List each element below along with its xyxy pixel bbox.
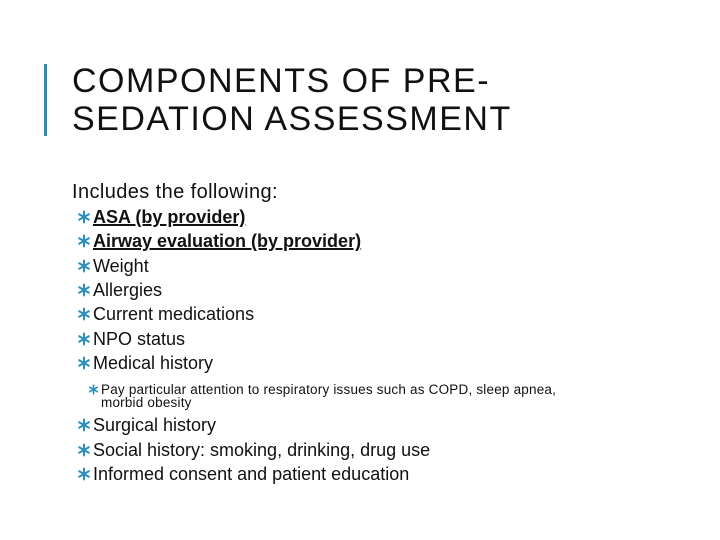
assessment-list	[77, 205, 601, 486]
asterisk-bullet-icon	[77, 234, 91, 248]
asterisk-bullet-icon	[77, 283, 91, 297]
asterisk-bullet-icon	[77, 210, 91, 224]
list-item-text: ASA (by provider)	[93, 207, 246, 228]
list-item-text: Surgical history	[93, 415, 217, 436]
asterisk-bullet-icon	[77, 332, 91, 346]
sub-item-line-2: morbid obesity	[101, 395, 192, 411]
asterisk-bullet-icon	[77, 356, 91, 370]
asterisk-bullet-icon	[77, 259, 91, 273]
title-line-1: COMPONENTS OF PRE-	[72, 62, 491, 100]
list-item-text: NPO status	[93, 328, 186, 349]
list-item-text: Social history: smoking, drinking, drug use	[93, 439, 431, 460]
list-item-medications	[77, 302, 601, 326]
list-item-allergies	[77, 278, 601, 302]
list-item-text: Informed consent and patient education	[93, 463, 410, 484]
sub-item-respiratory	[88, 383, 601, 409]
list-item-informed-consent	[77, 462, 601, 486]
asterisk-bullet-icon	[77, 467, 91, 481]
asterisk-bullet-icon	[77, 418, 91, 432]
asterisk-bullet-icon	[77, 443, 91, 457]
list-item-medical-history	[77, 351, 601, 375]
list-item-weight	[77, 254, 601, 278]
list-item-text: Allergies	[93, 280, 163, 301]
asterisk-bullet-icon	[88, 384, 99, 395]
list-item-text: Current medications	[93, 304, 255, 325]
list-item-airway	[77, 229, 601, 253]
list-item-text: Airway evaluation (by provider)	[93, 231, 362, 252]
title-line-2: SEDATION ASSESSMENT	[72, 100, 512, 138]
list-item-text: Medical history	[93, 352, 214, 373]
intro-text: Includes the following:	[72, 181, 278, 203]
sub-item-line-1: Pay particular attention to respiratory issues such as COPD, sleep apnea,	[101, 382, 557, 398]
list-item-surgical-history	[77, 413, 601, 437]
list-item-asa	[77, 205, 601, 229]
asterisk-bullet-icon	[77, 307, 91, 321]
list-item-text: Weight	[93, 255, 149, 276]
title-accent-bar	[44, 64, 47, 136]
slide-title	[72, 62, 512, 138]
list-item-social-history	[77, 437, 601, 461]
sub-item-text	[101, 383, 601, 409]
list-item-npo	[77, 326, 601, 350]
